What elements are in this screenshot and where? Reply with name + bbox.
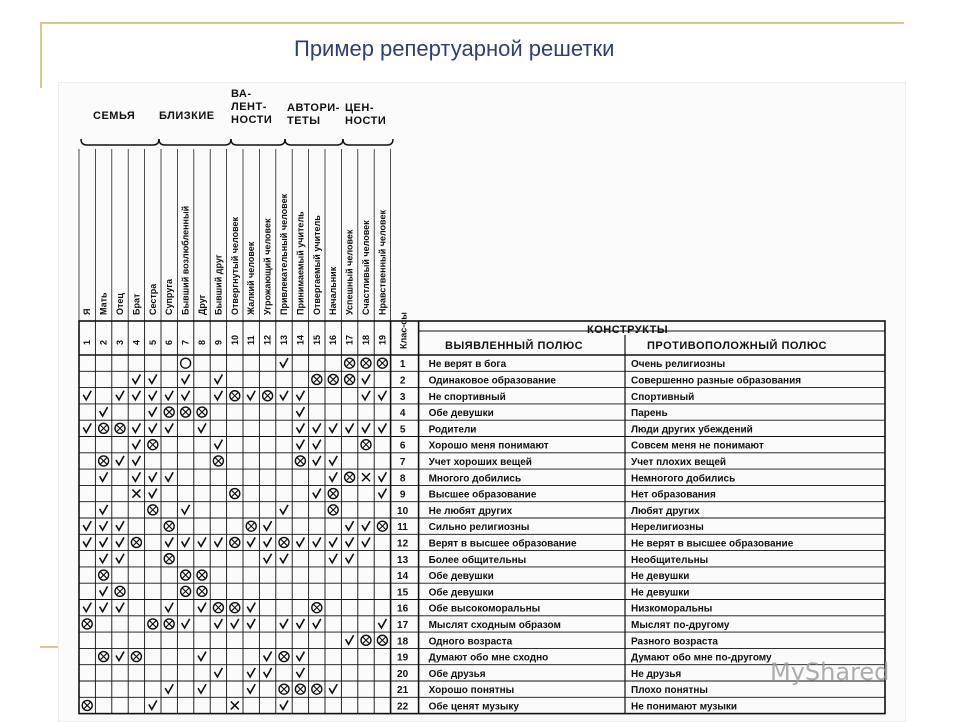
group-bracket [343,139,393,145]
construct-number: 4 [399,408,406,420]
check-mark [198,537,206,546]
check-mark [329,423,337,432]
construct-number: 1 [399,359,406,371]
element-name: Начальник [328,266,339,315]
class-label: Клас-сы [398,312,409,349]
check-mark [198,603,206,612]
check-mark [264,537,272,546]
check-mark [83,521,91,530]
check-mark [247,537,255,546]
check-mark [231,619,239,628]
emergent-pole-header: ВЫЯВЛЕННЫЙ ПОЛЮС [445,340,584,352]
check-mark [182,537,190,546]
element-name: Бывший друг [213,254,224,315]
slide-frame-left [40,22,42,88]
implicit-pole: Мыслят по-другому [631,619,730,631]
circled-cross-mark-inner [264,392,271,399]
group-bracket [159,139,231,145]
element-name: Друг [197,294,207,315]
element-name: Привлекательный человек [279,193,289,315]
emergent-pole: Обе девушки [428,587,494,599]
check-mark [346,423,354,432]
check-mark [313,456,321,465]
check-mark [182,374,190,383]
construct-number: 12 [397,538,409,550]
check-mark [346,521,354,530]
column-number: 4 [131,339,142,345]
element-name: Сестра [147,283,158,315]
check-mark [182,391,190,400]
emergent-pole: Одного возраста [428,636,513,648]
cross-mark [231,701,239,709]
circled-cross-mark-inner [199,409,206,416]
check-mark [100,603,108,612]
construct-number: 16 [397,603,409,615]
check-mark [280,505,288,514]
check-mark [116,652,124,661]
construct-number: 17 [397,619,409,631]
circled-cross-mark-inner [281,539,288,546]
group-label: БЛИЗКИЕ [159,110,215,122]
implicit-pole: Низкоморальны [631,603,713,615]
group-label: ТЕТЫ [287,115,321,127]
emergent-pole: Обе друзья [428,668,486,680]
element-name: Отвергаемый учитель [311,215,322,315]
element-name: Принимаемый учитель [295,211,306,315]
check-mark [296,668,304,677]
emergent-pole: Не верят в бога [428,359,507,371]
check-mark [362,537,370,546]
check-mark [132,440,140,449]
emergent-pole: Родители [428,424,477,436]
column-number: 17 [344,334,355,345]
circled-cross-mark-inner [182,572,189,579]
circled-cross-mark-inner [199,572,206,579]
watermark-logo: MyShared [770,658,890,686]
circled-cross-mark-inner [379,360,386,367]
column-number: 18 [361,334,371,345]
column-number: 16 [328,334,339,345]
column-number: 7 [180,339,191,345]
circle-mark [181,358,191,368]
check-mark [83,537,91,546]
check-mark [264,652,272,661]
check-mark [329,554,337,563]
check-mark [378,489,386,498]
check-mark [247,391,255,400]
element-name: Нравственный человек [377,210,388,315]
circled-cross-mark-inner [281,653,288,660]
implicit-pole: Парень [631,408,668,420]
column-number: 2 [98,339,109,345]
element-name: Брат [131,293,142,315]
construct-number: 8 [399,473,406,485]
circled-cross-mark-inner [100,425,107,432]
column-number: 1 [82,339,93,345]
element-name: Успешный человек [344,229,355,315]
check-mark [132,472,140,481]
circled-cross-mark-inner [84,702,91,709]
check-mark [116,521,124,530]
check-mark [214,374,222,383]
check-mark [280,700,288,709]
group-label: НОСТИ [345,115,387,127]
column-number: 9 [213,339,224,345]
circled-cross-mark-inner [313,376,320,383]
element-name: Отец [115,293,125,315]
check-mark [132,374,140,383]
circled-cross-mark-inner [379,637,386,644]
construct-number: 15 [397,587,409,599]
circled-cross-mark-inner [182,588,189,595]
group-bracket [285,139,343,145]
check-mark [83,391,91,400]
implicit-pole: Не девушки [631,587,690,599]
check-mark [296,423,304,432]
circled-cross-mark-inner [199,588,206,595]
circled-cross-mark-inner [248,523,255,530]
column-number: 12 [262,334,273,345]
emergent-pole: Обе ценят музыку [428,701,519,713]
check-mark [182,619,190,628]
check-mark [214,668,222,677]
check-mark [346,554,354,563]
implicit-pole: Совершенно разные образования [631,375,802,387]
circled-cross-mark-inner [363,441,370,448]
element-name: Счастливый человек [361,220,371,315]
check-mark [247,668,255,677]
check-mark [280,619,288,628]
cross-mark [362,473,370,481]
check-mark [100,586,108,595]
constructs-header: КОНСТРУКТЫ [587,324,669,336]
check-mark [296,391,304,400]
check-mark [247,603,255,612]
emergent-pole: Учет хороших вещей [428,456,532,468]
check-mark [198,684,206,693]
check-mark [296,440,304,449]
implicit-pole: Очень религиозны [631,359,726,371]
circled-cross-mark-inner [100,457,107,464]
construct-number: 7 [399,456,406,468]
circled-cross-mark-inner [330,376,337,383]
construct-number: 11 [397,522,408,534]
check-mark [83,423,91,432]
check-mark [378,619,386,628]
circled-cross-mark-inner [346,360,353,367]
check-mark [247,684,255,693]
element-name: Угрожающий человек [262,218,273,315]
check-mark [329,684,337,693]
group-label: ЦЕН- [345,102,374,114]
emergent-pole: Мыслят сходным образом [428,619,561,631]
implicit-pole: Спортивный [631,391,695,403]
check-mark [149,407,157,416]
check-mark [313,537,321,546]
circled-cross-mark-inner [166,555,173,562]
element-name: Супруга [164,278,175,315]
column-number: 3 [115,339,125,345]
circled-cross-mark-inner [363,637,370,644]
check-mark [149,700,157,709]
circled-cross-mark-inner [100,653,107,660]
column-number: 11 [246,335,257,345]
implicit-pole-header: ПРОТИВОПОЛОЖНЫЙ ПОЛЮС [647,340,827,352]
check-mark [264,668,272,677]
emergent-pole: Многого добились [428,473,522,485]
construct-number: 6 [399,440,406,452]
construct-number: 9 [399,489,406,501]
construct-number: 19 [397,652,409,664]
check-mark [378,472,386,481]
check-mark [149,374,157,383]
check-mark [100,407,108,416]
repertory-grid-scan [58,82,906,722]
check-mark [362,391,370,400]
column-number: 5 [147,339,158,345]
circled-cross-mark-inner [231,392,238,399]
emergent-pole: Обе девушки [428,571,494,583]
check-mark [165,472,173,481]
check-mark [149,423,157,432]
emergent-pole: Обе высокоморальны [428,603,541,615]
check-mark [83,603,91,612]
circled-cross-mark-inner [379,523,386,530]
construct-number: 14 [397,571,409,583]
circled-cross-mark-inner [133,539,140,546]
element-name: Мать [98,292,109,315]
circled-cross-mark-inner [297,457,304,464]
check-mark [329,537,337,546]
column-number: 13 [279,334,289,345]
circled-cross-mark-inner [281,686,288,693]
implicit-pole: Учет плохих вещей [631,456,727,468]
check-mark [100,472,108,481]
check-mark [165,537,173,546]
circled-cross-mark-inner [166,620,173,627]
emergent-pole: Не любят других [428,505,513,517]
check-mark [313,489,321,498]
check-mark [100,537,108,546]
check-mark [280,554,288,563]
check-mark [149,391,157,400]
check-mark [280,358,288,367]
check-mark [313,423,321,432]
circled-cross-mark-inner [84,620,91,627]
check-mark [264,521,272,530]
implicit-pole: Совсем меня не понимают [631,440,764,452]
group-label: НОСТИ [231,114,273,126]
group-label: ЛЕНТ- [231,101,267,113]
circled-cross-mark-inner [363,360,370,367]
circled-cross-mark-inner [166,523,173,530]
emergent-pole: Верят в высшее образование [428,538,577,550]
implicit-pole: Люди других убеждений [631,424,753,436]
circled-cross-mark-inner [346,376,353,383]
circled-cross-mark-inner [231,490,238,497]
emergent-pole: Обе девушки [428,408,494,420]
element-name: Жалкий человек [246,241,257,315]
circled-cross-mark-inner [117,425,124,432]
circled-cross-mark-inner [330,506,337,513]
check-mark [329,472,337,481]
check-mark [214,391,222,400]
implicit-pole: Немногого добились [631,473,736,485]
implicit-pole: Не верят в высшее образование [631,538,794,550]
emergent-pole: Хорошо понятны [428,685,515,697]
group-bracket [231,139,285,145]
check-mark [378,391,386,400]
check-mark [116,456,124,465]
group-bracket [81,139,159,145]
construct-number: 10 [397,505,409,517]
circled-cross-mark-inner [313,686,320,693]
check-mark [296,407,304,416]
check-mark [346,537,354,546]
implicit-pole: Думают обо мне по-другому [631,652,772,664]
circled-cross-mark-inner [133,653,140,660]
circled-cross-mark-inner [100,572,107,579]
circled-cross-mark-inner [346,474,353,481]
emergent-pole: Думают обо мне сходно [428,652,549,664]
column-number: 14 [295,334,306,345]
construct-number: 20 [397,668,409,680]
circled-cross-mark-inner [117,588,124,595]
check-mark [100,505,108,514]
check-mark [214,619,222,628]
check-mark [100,554,108,563]
circled-cross-mark-inner [166,409,173,416]
column-number: 15 [311,334,322,345]
cross-mark [132,490,140,498]
column-number: 6 [164,339,175,345]
check-mark [247,619,255,628]
element-name: Отвергнутый человек [229,216,240,315]
check-mark [214,440,222,449]
construct-number: 22 [397,701,409,713]
check-mark [116,554,124,563]
check-mark [329,456,337,465]
circled-cross-mark-inner [330,490,337,497]
circled-cross-mark-inner [149,620,156,627]
check-mark [362,521,370,530]
construct-number: 3 [399,391,406,403]
circled-cross-mark-inner [313,604,320,611]
check-mark [296,537,304,546]
check-mark [296,619,304,628]
check-mark [280,391,288,400]
circled-cross-mark-inner [182,409,189,416]
check-mark [116,603,124,612]
check-mark [198,423,206,432]
group-label: СЕМЬЯ [93,110,136,122]
check-mark [165,684,173,693]
implicit-pole: Плохо понятны [631,685,708,697]
construct-number: 5 [399,424,406,436]
construct-number: 13 [397,554,409,566]
implicit-pole: Не девушки [631,571,690,583]
check-mark [132,391,140,400]
check-mark [132,423,140,432]
check-mark [149,472,157,481]
emergent-pole: Не спортивный [428,391,506,403]
column-number: 19 [377,334,388,345]
emergent-pole: Сильно религиозны [428,522,530,534]
implicit-pole: Не понимают музыки [631,701,738,713]
column-number: 10 [229,334,240,345]
implicit-pole: Нет образования [631,489,716,501]
slide-frame-top [40,22,904,24]
implicit-pole: Нерелигиозны [631,522,704,534]
check-mark [214,537,222,546]
check-mark [198,652,206,661]
check-mark [378,423,386,432]
group-label: АВТОРИ- [287,102,340,114]
check-mark [149,489,157,498]
check-mark [165,391,173,400]
check-mark [165,423,173,432]
implicit-pole: Разного возраста [631,636,718,648]
circled-cross-mark-inner [215,604,222,611]
slide-title: Пример репертуарной решетки [294,36,615,61]
element-name: Бывший возлюбленный [180,205,191,315]
check-mark [313,619,321,628]
emergent-pole: Одинаковое образование [428,375,556,387]
check-mark [182,505,190,514]
circled-cross-mark-inner [149,506,156,513]
check-mark [100,521,108,530]
column-number: 8 [197,339,207,345]
circled-cross-mark-inner [231,539,238,546]
check-mark [116,537,124,546]
emergent-pole: Хорошо меня понимают [428,440,549,452]
element-name: Я [82,308,93,315]
construct-number: 18 [397,636,409,648]
check-mark [362,374,370,383]
emergent-pole: Более общительны [428,554,527,566]
group-label: ВА- [231,88,252,100]
construct-number: 2 [399,375,406,387]
check-mark [165,603,173,612]
implicit-pole: Любят других [631,505,700,517]
circled-cross-mark-inner [231,604,238,611]
check-mark [313,440,321,449]
circled-cross-mark-inner [149,441,156,448]
check-mark [132,456,140,465]
construct-number: 21 [397,685,409,697]
circled-cross-mark-inner [215,457,222,464]
check-mark [264,554,272,563]
check-mark [346,635,354,644]
check-mark [116,391,124,400]
emergent-pole: Высшее образование [428,489,537,501]
repertory-grid [59,83,905,721]
circled-cross-mark-inner [297,686,304,693]
implicit-pole: Необщительны [631,554,709,566]
check-mark [362,423,370,432]
implicit-pole: Не друзья [631,668,682,680]
check-mark [296,652,304,661]
